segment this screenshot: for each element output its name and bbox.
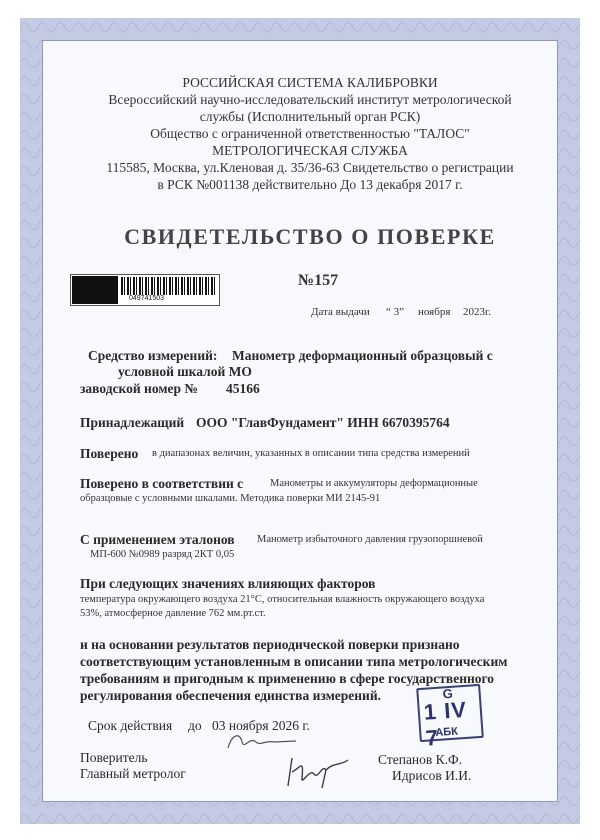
conclusion-line-3: требованиям и пригодным к применению в сфере государственного — [80, 671, 495, 686]
according-label: Поверено в соответствии с — [80, 476, 244, 491]
issue-date-month: ноября — [418, 306, 451, 318]
conclusion-line-1: и на основании результатов периодической поверки признано — [80, 637, 460, 652]
barcode-icon — [121, 277, 215, 295]
factors-label: При следующих значениях влияющих факторов — [80, 576, 376, 591]
serial-value: 45166 — [226, 381, 260, 396]
header-line-4: Общество с ограниченной ответственностью "ТАЛОС" — [150, 126, 470, 141]
standards-value-2: МП-600 №0989 разряд 2КТ 0,05 — [90, 549, 235, 560]
validity-prep: до — [188, 718, 202, 733]
document-title: СВИДЕТЕЛЬСТВО О ПОВЕРКЕ — [124, 224, 496, 249]
header-line-6: 115585, Москва, ул.Кленовая д. 35/36-63 Свидетельство о регистрации — [106, 160, 514, 175]
header-line-1: РОССИЙСКАЯ СИСТЕМА КАЛИБРОВКИ — [182, 75, 438, 90]
standards-label: С применением эталонов — [80, 532, 235, 547]
header-line-7: в РСК №001138 действительно До 13 декабря 2017 г. — [157, 177, 463, 192]
barcode-number: 049741503 — [129, 295, 165, 302]
instrument-name-1: Манометр деформационный образцовый с — [232, 348, 493, 363]
validity-date: 03 ноября 2026 г. — [212, 718, 310, 733]
stamp-top: G — [442, 685, 454, 702]
stamp-middle: 1 IV 7 — [423, 696, 468, 751]
verifier-label: Поверитель — [80, 750, 148, 765]
conclusion-line-2: соответствующим установленным в описании типа метрологическим — [80, 654, 508, 669]
stamp-bottom: АБК — [434, 725, 459, 740]
certificate-number: №157 — [298, 272, 339, 289]
barcode-sticker — [70, 274, 220, 306]
validity-label: Срок действия — [88, 718, 173, 733]
qr-code-icon — [72, 276, 118, 304]
chief-name: Идрисов И.И. — [392, 768, 472, 783]
chief-label: Главный метролог — [80, 766, 186, 781]
according-value-1: Манометры и аккумуляторы деформационные — [270, 478, 478, 489]
verified-label: Поверено — [80, 446, 139, 461]
conclusion-line-4: регулирования обеспечения единства измерений. — [80, 688, 381, 703]
verified-value: в диапазонах величин, указанных в описании типа средства измерений — [152, 448, 470, 459]
according-value-2: образцовые с условными шкалами. Методика поверки МИ 2145-91 — [80, 493, 381, 504]
standards-value-1: Манометр избыточного давления грузопоршневой — [257, 534, 483, 545]
instrument-label: Средство измерений: — [88, 348, 218, 363]
header-line-5: МЕТРОЛОГИЧЕСКАЯ СЛУЖБА — [212, 143, 408, 158]
verifier-name: Степанов К.Ф. — [378, 752, 463, 767]
instrument-name-2: условной шкалой МО — [118, 364, 252, 379]
header-line-2: Всероссийский научно-исследовательский институт метрологической — [108, 92, 512, 107]
factors-value-2: 53%, атмосферное давление 762 мм.рт.ст. — [80, 608, 266, 619]
verification-stamp — [416, 684, 484, 751]
header-line-3: службы (Исполнительный орган РСК) — [199, 109, 421, 124]
issue-date-day: “ 3” — [386, 306, 405, 318]
serial-label: заводской номер № — [80, 381, 198, 396]
factors-value-1: температура окружающего воздуха 21°С, относительная влажность окружающего воздуха — [80, 594, 485, 605]
owner-value: ООО "ГлавФундамент" ИНН 6670395764 — [196, 415, 450, 430]
owner-label: Принадлежащий — [80, 415, 185, 430]
issue-date-label: Дата выдачи — [311, 306, 370, 318]
issue-date-year: 2023г. — [463, 306, 492, 318]
